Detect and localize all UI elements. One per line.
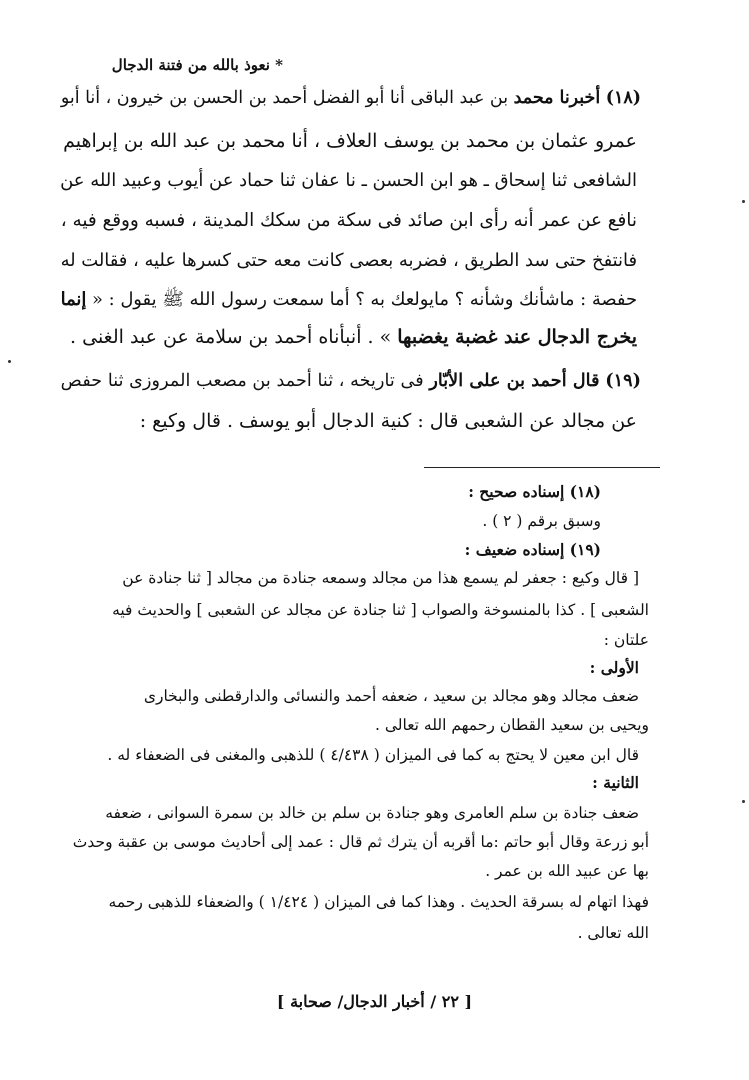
hadith-18-quote-start: إنما <box>60 289 87 310</box>
page-footer: [ ٢٢ / أخبار الدجال/ صحابة ] <box>276 992 473 1011</box>
hadith-18-line-7 <box>70 326 637 348</box>
hadith-18-number: (١٨) <box>605 88 641 108</box>
first-defect-line-1: ضعف مجالد وهو مجالد بن سعيد ، ضعفه أحمد والنسائى والدارقطنى والبخارى <box>143 687 639 705</box>
footnote-separator <box>424 467 660 468</box>
hadith-18-line-4: نافع عن عمر أنه رأى ابن صائد فى سكة من سكك المدينة ، فسبه ووقع فيه ، <box>60 210 637 231</box>
hadith-18-line-2: عمرو عثمان بن محمد بن يوسف العلاف ، أنا محمد بن عبد الله بن إبراهيم <box>63 130 637 152</box>
footnote-19-line-1: [ قال وكيع : جعفر لم يسمع هذا من مجالد وسمعه جنادة من مجالد [ ثنا جنادة عن <box>122 569 639 587</box>
first-defect-heading: الأولى : <box>589 658 639 677</box>
second-defect-line-3: بها عن عبيد الله بن عمر . <box>485 862 649 880</box>
hadith-18-line-6 <box>61 288 637 314</box>
hadith-18-line-3: الشافعى ثنا إسحاق ـ هو ابن الحسن ـ نا عفان ثنا حماد عن أيوب وعبيد الله عن <box>60 170 637 191</box>
footnote-18-text: وسبق برقم ( ٢ ) . <box>482 512 601 530</box>
hadith-18-quote: يخرج الدجال عند غضبة يغضبها <box>397 326 637 348</box>
hadith-18-line-7-text: » . أنبأناه أحمد بن سلامة عن عبد الغنى . <box>70 326 392 348</box>
hadith-18-line-1 <box>61 88 641 108</box>
hadith-19-lead: قال أحمد بن على الأبّار <box>429 370 600 391</box>
hadith-18-line-5: فانتفخ حتى سد الطريق ، فضربه بعصى كانت معه حتى كسرها عليه ، فقالت له <box>60 250 637 271</box>
second-defect-line-1: ضعف جنادة بن سلم العامرى وهو جنادة بن سلم بن خالد بن سمرة السوانى ، ضعفه <box>105 804 639 822</box>
scan-speck <box>742 200 745 203</box>
footnote-19-heading: (١٩) إسناده ضعيف : <box>464 540 601 559</box>
second-defect-line-2: أبو زرعة وقال أبو حاتم :ما أقربه أن يترك ثم قال : عمد إلى أحاديث موسى بن عقبة وحدث <box>72 833 649 851</box>
hadith-18-line-1-text: بن عبد الباقى أنا أبو الفضل أحمد بن الحسن بن خيرون ، أنا أبو <box>60 88 509 108</box>
footnote-18-heading: (١٨) إسناده صحيح : <box>468 482 601 501</box>
second-defect-line-4: فهذا اتهام له بسرقة الحديث . وهذا كما فى الميزان ( ١/٤٢٤ ) والضعفاء للذهبى رحمه <box>108 893 649 911</box>
second-defect-heading: الثانية : <box>592 773 639 792</box>
footnote-19-line-2: الشعبى ] . كذا بالمنسوخة والصواب [ ثنا جنادة عن مجالد عن الشعبى ] والحديث فيه <box>112 601 649 619</box>
hadith-19-line-2: عن مجالد عن الشعبى قال : كنية الدجال أبو يوسف . قال وكيع : <box>139 410 637 432</box>
hadith-19-number: (١٩) <box>605 370 641 391</box>
hadith-18-line-6-text: حفصة : ماشأنك وشأنه ؟ مايولعك به ؟ أما سمعت رسول الله ﷺ يقول : « <box>92 289 637 310</box>
hadith-19-line-1-text: فى تاريخه ، ثنا أحمد بن مصعب المروزى ثنا حفص <box>60 371 424 391</box>
footnote-19-line-3: علتان : <box>603 631 649 649</box>
scan-speck <box>8 360 11 363</box>
first-defect-line-2: ويحيى بن سعيد القطان رحمهم الله تعالى . <box>374 716 649 734</box>
hadith-19-line-1 <box>61 370 641 391</box>
first-defect-line-3: قال ابن معين لا يحتج به كما فى الميزان ( ٤/٤٣٨ ) للذهبى والمغنى فى الضعفاء له . <box>107 746 639 764</box>
second-defect-line-5: الله تعالى . <box>577 924 649 942</box>
hadith-18-lead: أخبرنا محمد <box>513 88 601 108</box>
running-head: * نعوذ بالله من فتنة الدجال <box>111 56 283 74</box>
scan-speck <box>742 800 745 803</box>
